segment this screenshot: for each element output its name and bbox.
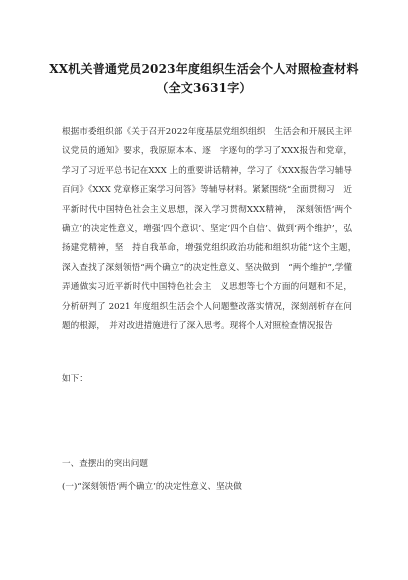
report-follows-text: 如下： bbox=[62, 374, 88, 384]
document-subtitle: （全文3631字） bbox=[156, 81, 252, 95]
section-heading: 一、查摆出的突出问题 bbox=[62, 459, 148, 469]
body-paragraph: 根据市委组织部《关于召开2022年度基层党组织组织 生活会和开展民主评议党员的通知》要求，我原原本本、逐 字逐句的学习了XXX报告和党章，学习了习近平总书记在XXX 上的重要讲话精神，学习了《XXX报告学习辅导百问》《XXX 党章修正案学习问答》等辅导材料。紧紧围绕“全面贯彻习 近平新时代中国特色社会主义思想，深入学习贯彻XXX精神， 深刻领悟‘两个确立’的决定性意义，增强‘四个意识’、坚定‘四个自信’、做到‘两个维护’，弘扬建党精神，坚 持自我革命，增强党组织政治功能和组织功能”这个主题， 深入查找了深刻领悟“两个确立”的决定性意义、坚决做到 “两个维护”,学懂弄通做实习近平新时代中国特色社会主 义思想等七个方面的问题和不足，分析研判了 2021 年度组织生活会个人问题整改落实情况，深刻剖析存在问题的根源， 并对改进措施进行了深入思考。现将个人对照检查情况报告 bbox=[62, 127, 361, 332]
document-title: XX机关普通党员2023年度组织生活会个人对照检查材料 bbox=[49, 62, 359, 76]
subsection-heading: (一)“深刻领悟‘两个确立’的决定性意义、坚决做 bbox=[62, 482, 242, 492]
